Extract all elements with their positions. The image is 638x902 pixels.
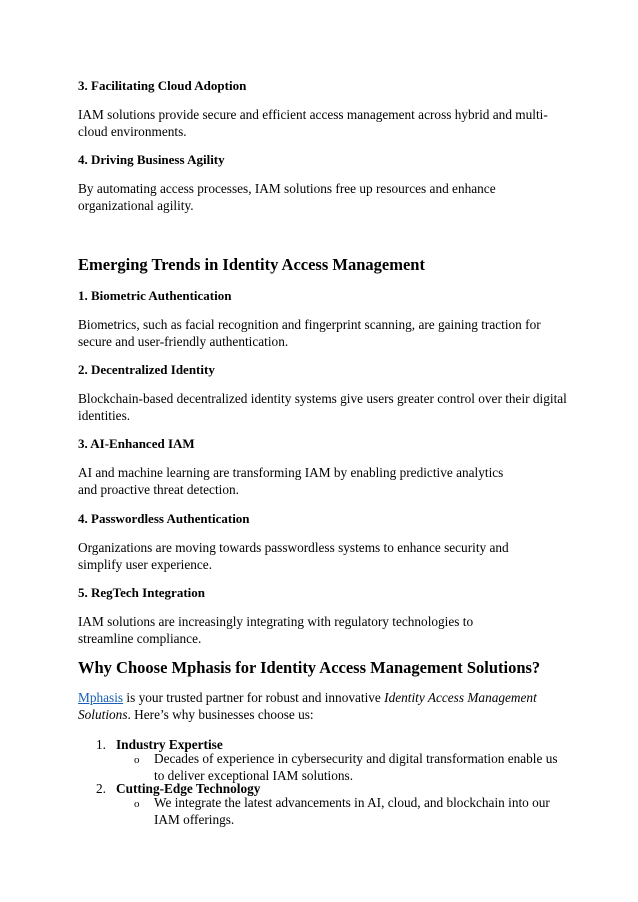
trend-body: Organizations are moving towards passwordless systems to enhance security and simplify user experience. — [78, 540, 509, 572]
trend-heading: 3. AI-Enhanced IAM — [78, 436, 195, 451]
list-title: Cutting-Edge Technology — [116, 781, 261, 796]
sub-bullet: o — [134, 798, 140, 810]
trend-heading: 4. Passwordless Authentication — [78, 511, 250, 526]
why-intro — [78, 690, 538, 723]
list-detail: Decades of experience in cybersecurity and digital transformation enable us to deliver exceptional IAM solutions. — [154, 751, 558, 783]
sub-bullet: o — [134, 754, 140, 766]
trend-body: Biometrics, such as facial recognition and fingerprint scanning, are gaining traction for secure and user-friendly authentication. — [78, 317, 541, 349]
intro-text: is your trusted partner for robust and innovative — [123, 690, 385, 705]
section-body: By automating access processes, IAM solutions free up resources and enhance organizational agility. — [78, 181, 496, 213]
section-heading: 4. Driving Business Agility — [78, 152, 225, 167]
intro-text: . Here’s why businesses choose us: — [127, 706, 314, 722]
trend-heading: 1. Biometric Authentication — [78, 288, 232, 303]
trend-body: IAM solutions are increasingly integrating with regulatory technologies to streamline compliance. — [78, 614, 474, 646]
why-heading: Why Choose Mphasis for Identity Access Management Solutions? — [78, 658, 541, 677]
trend-heading: 5. RegTech Integration — [78, 585, 205, 600]
intro-emphasis: Identity Access Management Solutions — [78, 690, 537, 722]
list-title: Industry Expertise — [116, 737, 223, 752]
trend-heading: 2. Decentralized Identity — [78, 362, 215, 377]
list-number: 1. — [96, 737, 106, 752]
section-body: IAM solutions provide secure and efficient access management across hybrid and multi-cloud environments. — [78, 107, 548, 139]
trend-body: AI and machine learning are transforming IAM by enabling predictive analytics and proactive threat detection. — [78, 465, 504, 497]
list-number: 2. — [96, 781, 106, 796]
mphasis-link[interactable]: Mphasis — [78, 690, 124, 705]
trend-body: Blockchain-based decentralized identity systems give users greater control over their digital identities. — [78, 391, 567, 423]
section-heading: 3. Facilitating Cloud Adoption — [78, 78, 247, 93]
trends-heading: Emerging Trends in Identity Access Management — [78, 255, 425, 274]
list-detail: We integrate the latest advancements in AI, cloud, and blockchain into our IAM offerings. — [154, 795, 550, 827]
